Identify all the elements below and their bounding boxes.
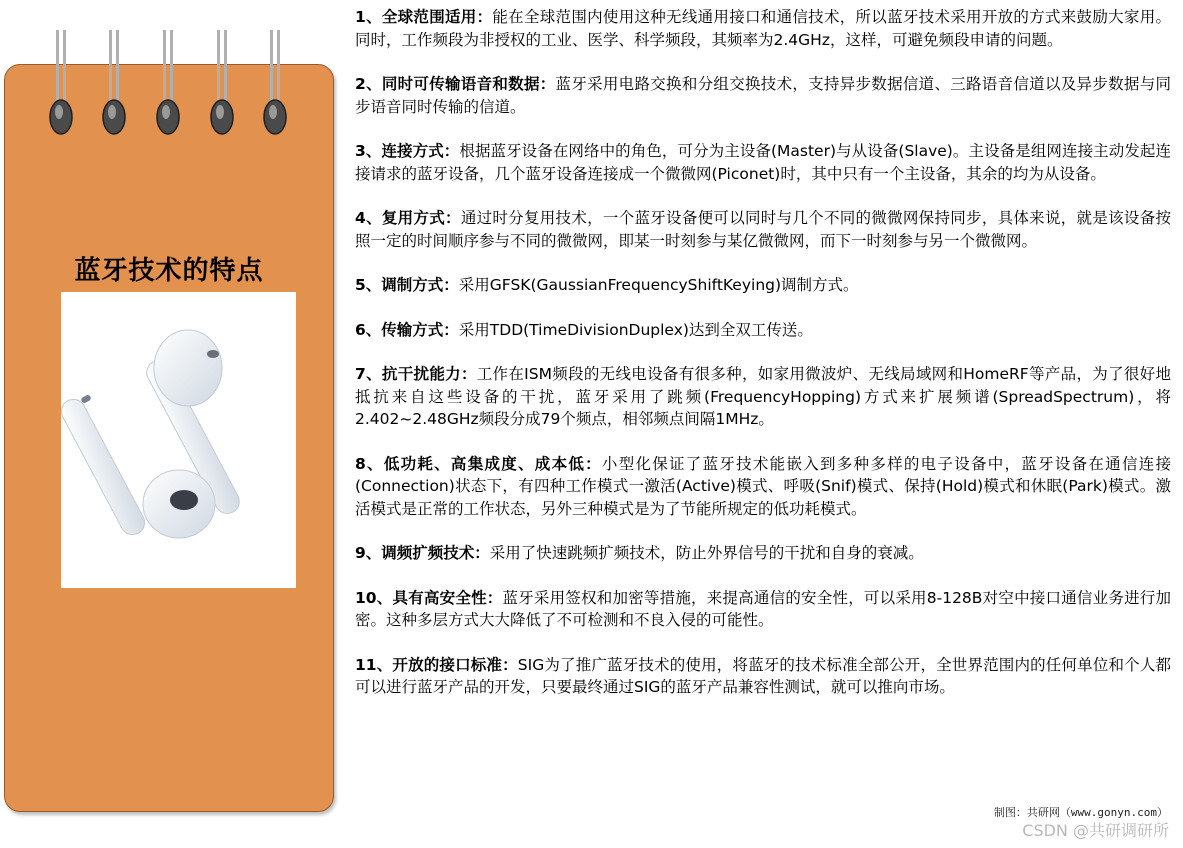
feature-item-9 <box>355 542 1171 565</box>
feature-text: 通过时分复用技术，一个蓝牙设备便可以同时与几个不同的微微网保持同步，具体来说，就是该设备按照一定的时间顺序参与不同的微微网，即某一时刻参与某亿微微网，而下一时刻参与另一个微微网。 <box>355 209 1171 250</box>
feature-text: 能在全球范围内使用这种无线通用接口和通信技术，所以蓝牙技术采用开放的方式来鼓励大家用。同时，工作频段为非授权的工业、医学、科学频段，其频率为2.4GHz，这样，可避免频段申请的问题。 <box>355 8 1171 49</box>
feature-text: 工作在ISM频段的无线电设备有很多种，如家用微波炉、无线局域网和HomeRF等产品，为了很好地抵抗来自这些设备的干扰，蓝牙采用了跳频(FrequencyHopping)方式来扩展频谱(SpreadSpectrum)，将2.402~2.48GHz频段分成79个频点，相邻频点间隔1MHz。 <box>355 365 1171 428</box>
spiral-rings <box>0 0 340 140</box>
feature-heading: 10、具有高安全性： <box>355 588 503 607</box>
feature-heading: 7、抗干扰能力： <box>355 365 477 383</box>
feature-item-4 <box>355 207 1171 252</box>
source-credit: 制图：共研网（www.gonyn.com） <box>993 806 1168 819</box>
feature-heading: 6、传输方式： <box>355 320 459 339</box>
feature-item-6 <box>355 319 1171 342</box>
feature-item-8 <box>355 453 1171 521</box>
feature-text: 蓝牙采用电路交换和分组交换技术，支持异步数据信道、三路语音信道以及异步数据与同步语音同时传输的信道。 <box>355 75 1171 116</box>
binder-ring-icon <box>103 30 125 134</box>
feature-heading: 3、连接方式： <box>355 142 460 160</box>
feature-heading: 5、调制方式： <box>355 276 459 294</box>
binder-ring-icon <box>50 30 72 134</box>
feature-item-7 <box>355 363 1171 431</box>
feature-text: 蓝牙采用签权和加密等措施，来提高通信的安全性，可以采用8-128B对空中接口通信业务进行加密。这种多层方式大大降低了不可检测和不良入侵的可能性。 <box>355 588 1171 629</box>
feature-text: 采用TDD(TimeDivisionDuplex)达到全双工传送。 <box>458 320 813 339</box>
watermark: CSDN @共研调研所 <box>1022 821 1169 840</box>
notebook-title: 蓝牙技术的特点 <box>74 256 264 286</box>
feature-item-1 <box>355 6 1171 51</box>
feature-heading: 4、复用方式： <box>355 209 461 227</box>
feature-heading: 8、低功耗、高集成度、成本低： <box>355 454 602 473</box>
feature-text: 采用GFSK(GaussianFrequencyShiftKeying)调制方式。 <box>458 276 859 294</box>
earbuds-photo <box>61 292 296 588</box>
feature-heading: 1、全球范围适用： <box>355 8 493 26</box>
binder-ring-icon <box>211 30 233 134</box>
feature-item-3 <box>355 140 1171 185</box>
feature-text: SIG为了推广蓝牙技术的使用，将蓝牙的技术标准全部公开，全世界范围内的任何单位和个人都可以进行蓝牙产品的开发，只要最终通过SIG的蓝牙产品兼容性测试，就可以推向市场。 <box>355 655 1171 696</box>
feature-text: 小型化保证了蓝牙技术能嵌入到多种多样的电子设备中，蓝牙设备在通信连接(Connection)状态下，有四种工作模式一激活(Active)模式、呼吸(Snif)模式、保持(Hold)模式和休眠(Park)模式。激活模式是正常的工作状态，另外三种模式是为了节能所规定的低功耗模式。 <box>355 454 1171 518</box>
feature-item-10 <box>355 587 1171 632</box>
feature-text: 根据蓝牙设备在网络中的角色，可分为主设备(Master)与从设备(Slave)。主设备是组网连接主动发起连接请求的蓝牙设备，几个蓝牙设备连接成一个微微网(Piconet)时，其中只有一个主设备，其余的均为从设备。 <box>355 142 1171 183</box>
feature-item-5 <box>355 274 1171 297</box>
feature-item-11 <box>355 654 1171 699</box>
feature-heading: 9、调频扩频技术： <box>355 544 490 562</box>
feature-text: 采用了快速跳频扩频技术，防止外界信号的干扰和自身的衰减。 <box>489 544 924 562</box>
feature-item-2 <box>355 73 1171 118</box>
feature-heading: 2、同时可传输语音和数据： <box>355 75 556 93</box>
feature-list <box>355 6 1171 721</box>
earbuds-icon <box>61 292 296 588</box>
feature-heading: 11、开放的接口标准： <box>355 655 518 674</box>
binder-ring-icon <box>264 30 286 134</box>
binder-ring-icon <box>157 30 179 134</box>
